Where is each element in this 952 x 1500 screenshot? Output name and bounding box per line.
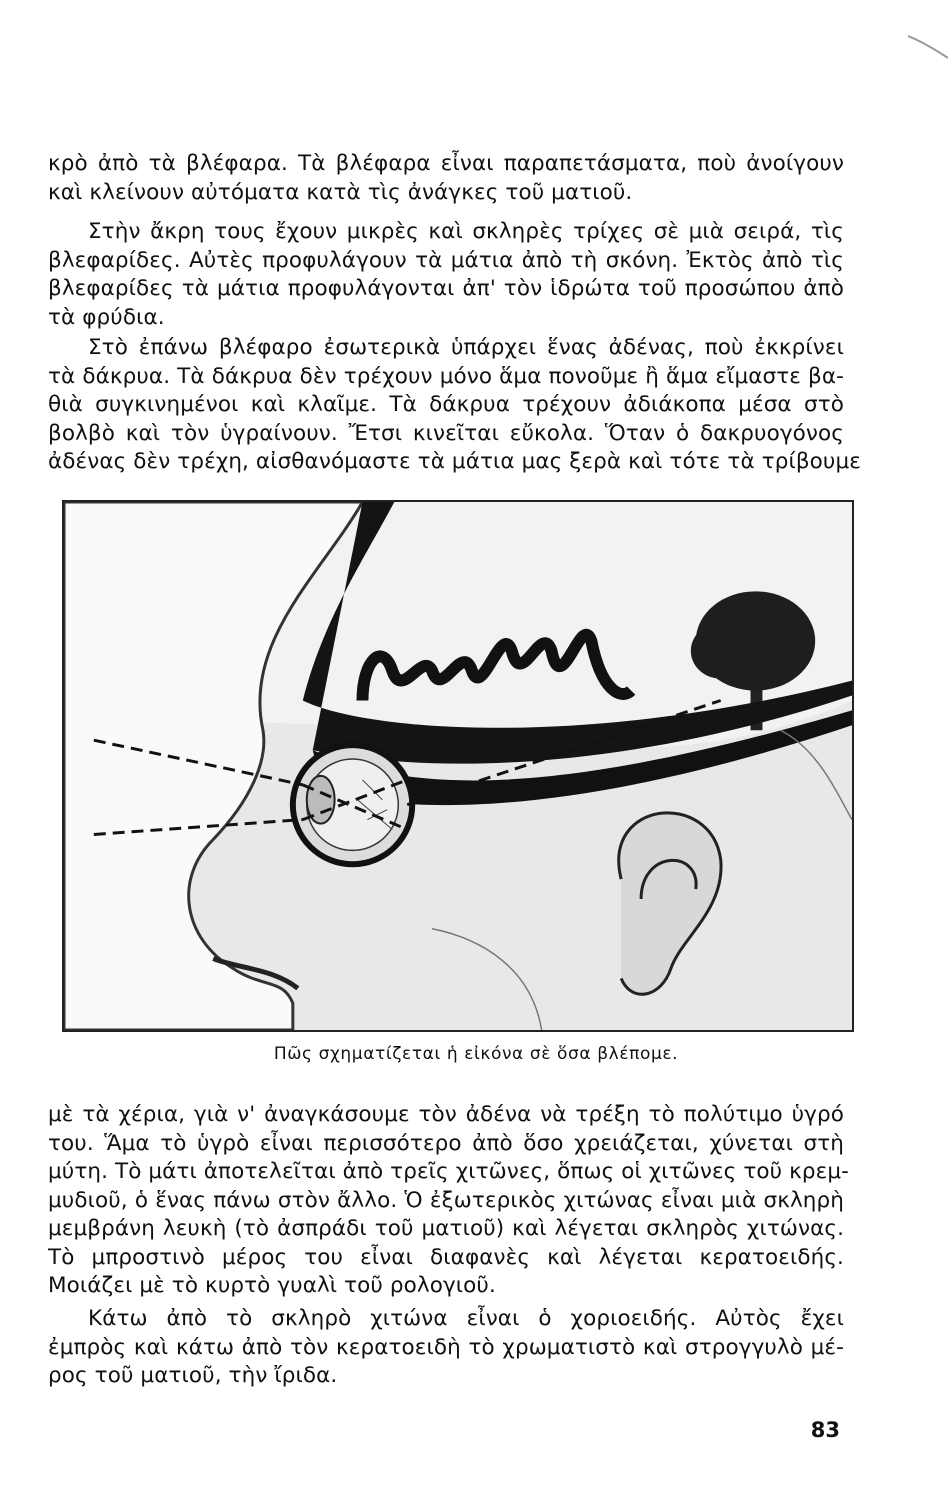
text-line: τὰ δάκρυα. Τὰ δάκρυα δὲν τρέχουν μόνο ἅμα πονοῦμε ἢ ἅμα εἴμαστε βα- (48, 363, 844, 389)
text-line: θιὰ συγκινημένοι καὶ κλαῖμε. Τὰ δάκρυα τρέχουν ἀδιάκοπα μέσα στὸ (48, 392, 844, 417)
text-line: Στὸ ἐπάνω βλέφαρο ἐσωτερικὰ ὑπάρχει ἕνας ἀδένας, ποὺ ἐκκρίνει (88, 335, 844, 360)
text-line: ἀδένας δὲν τρέχη, αἰσθανόμαστε τὰ μάτια μας ξερὰ καὶ τότε τὰ τρίβουμε (48, 449, 861, 474)
text-line: μύτη. Τὸ μάτι ἀποτελεῖται ἀπὸ τρεῖς χιτῶνες, ὅπως οἱ χιτῶνες τοῦ κρεμ- (48, 1159, 849, 1184)
text-line: βλεφαρίδες. Αὐτὲς προφυλάγουν τὰ μάτια ἀπὸ τὴ σκόνη. Ἐκτὸς ἀπὸ τὶς (48, 247, 844, 273)
text-line: κρὸ ἀπὸ τὰ βλέφαρα. Τὰ βλέφαρα εἶναι παραπετάσματα, ποὺ ἀνοίγουν (48, 151, 844, 176)
figure-caption: Πῶς σχηματίζεται ἡ εἰκόνα σὲ ὅσα βλέπομε. (273, 1044, 679, 1064)
text-line: Κάτω ἀπὸ τὸ σκληρὸ χιτώνα εἶναι ὁ χοριοειδής. Αὐτὸς ἔχει (88, 1306, 844, 1331)
text-line: τὰ φρύδια. (48, 304, 165, 330)
page-number: 83 (810, 1418, 840, 1442)
text-line: ρος τοῦ ματιοῦ, τὴν ἴριδα. (48, 1363, 338, 1388)
paragraph-3 (48, 334, 861, 477)
text-line: Τὸ μπροστινὸ μέρος του εἶναι διαφανὲς καὶ λέγεται κερατοειδής. (48, 1244, 844, 1270)
eyeball (293, 745, 412, 864)
text-line: Μοιάζει μὲ τὸ κυρτὸ γυαλὶ τοῦ ρολογιοῦ. (48, 1273, 496, 1298)
eye-illustration (62, 500, 854, 1032)
paragraph-4 (48, 1101, 849, 1301)
paragraph-5 (48, 1305, 844, 1391)
paragraph-1 (48, 150, 844, 207)
eye-vision-diagram (64, 502, 852, 1030)
text-line: Στὴν ἄκρη τους ἔχουν μικρὲς καὶ σκληρὲς τρίχες σὲ μιὰ σειρά, τὶς (88, 219, 844, 244)
text-line: μεμβράνη λευκὴ (τὸ ἀσπράδι τοῦ ματιοῦ) καὶ λέγεται σκληρὸς χιτώνας. (48, 1216, 844, 1241)
text-line: βλεφαρίδες τὰ μάτια προφυλάγονται ἀπ' τὸν ἱδρώτα τοῦ προσώπου ἀπὸ (48, 276, 844, 301)
text-line: του. Ἅμα τὸ ὑγρὸ εἶναι περισσότερο ἀπὸ ὅσο χρειάζεται, χύνεται στὴ (48, 1130, 844, 1156)
text-line: μυδιοῦ, ὁ ἕνας πάνω στὸν ἄλλο. Ὁ ἐξωτερικὸς χιτώνας εἶναι μιὰ σκληρὴ (48, 1187, 844, 1213)
text-line: βολβὸ καὶ τὸν ὑγραίνουν. Ἔτσι κινεῖται εὔκολα. Ὅταν ὁ δακρυογόνος (48, 420, 844, 446)
page-corner-fold-icon (908, 32, 948, 62)
paragraph-2 (48, 218, 844, 332)
text-line: ἐμπρὸς καὶ κάτω ἀπὸ τὸν κερατοειδὴ τὸ χρωματιστὸ καὶ στρογγυλὸ μέ- (48, 1334, 844, 1360)
text-line: μὲ τὰ χέρια, γιὰ ν' ἀναγκάσουμε τὸν ἀδένα νὰ τρέξη τὸ πολύτιμο ὑγρό (48, 1102, 844, 1127)
text-line: καὶ κλείνουν αὐτόματα κατὰ τὶς ἀνάγκες τοῦ ματιοῦ. (48, 179, 633, 205)
